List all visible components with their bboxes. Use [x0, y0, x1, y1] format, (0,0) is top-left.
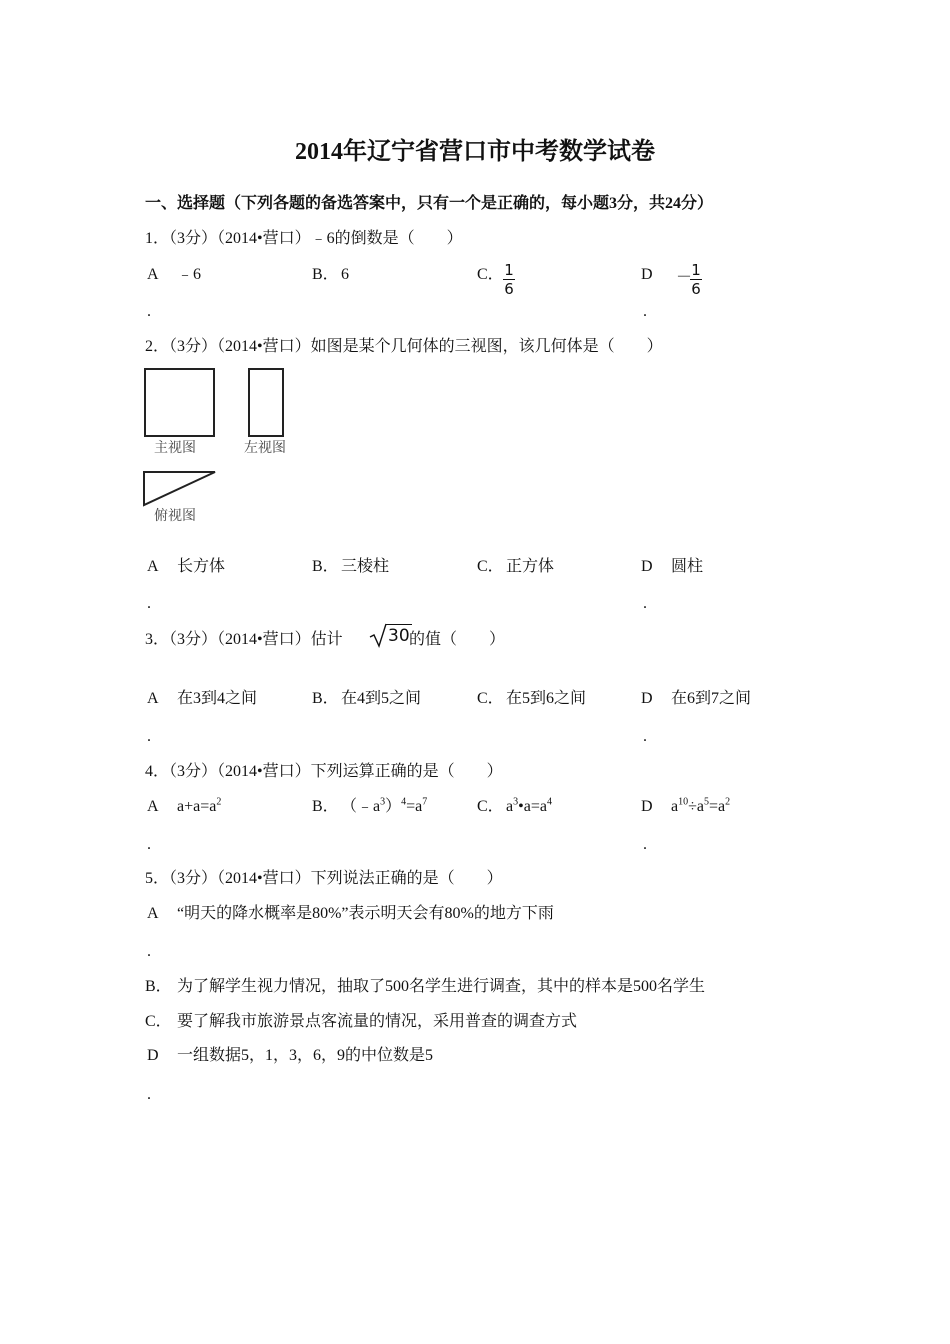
q4-option-c-label: C． — [477, 798, 504, 815]
section-heading: 一、选择题（下列各题的备选答案中，只有一个是正确的，每小题3分，共24分） — [145, 195, 714, 212]
q4-option-c-expression: $a^3•a=a^4$ — [506, 796, 552, 815]
q4-option-d-expression: $a^{10}\div a^5=a^2$ — [671, 796, 731, 815]
q1-option-d-sign: － — [676, 267, 693, 286]
q3-option-d-label: D — [641, 690, 653, 707]
q1-option-c-label: C． — [477, 266, 504, 283]
q4-option-d-dot: . — [643, 836, 647, 853]
q1-option-a-dot: . — [147, 303, 151, 320]
q4-option-b-expression: $(﹣a^3)^4=a^7$ — [341, 796, 428, 815]
top-view-label: 俯视图 — [154, 508, 196, 524]
q5-option-a-text: “明天的降水概率是80%”表示明天会有80%的地方下雨 — [177, 905, 554, 922]
q3-option-b-text: 在4到5之间 — [341, 690, 422, 707]
q2-option-d-label: D — [641, 558, 653, 575]
q2-option-d-text: 圆柱 — [671, 558, 704, 575]
q5-option-a-dot: . — [147, 943, 151, 960]
q1-c-numerator: 1 — [504, 261, 514, 279]
question-5-stem: 5．（3分）（2014•营口）下列说法正确的是（ ） — [145, 870, 503, 887]
q3-option-c-label: C． — [477, 690, 504, 707]
question-3-stem-post: 的值（ ） — [409, 631, 506, 648]
page-title: 2014年辽宁省营口市中考数学试卷 — [295, 139, 655, 165]
top-view-shape — [144, 472, 215, 505]
q2-option-b-text: 三棱柱 — [341, 558, 390, 575]
q2-option-a-text: 长方体 — [177, 558, 226, 575]
left-view-rectangle — [248, 368, 284, 437]
q2-option-a-label: A — [147, 558, 159, 575]
question-1-stem: 1．（3分）（2014•营口）﹣6的倒数是（ ） — [145, 230, 463, 247]
q5-option-b-text: 为了解学生视力情况，抽取了500名学生进行调查，其中的样本是500名学生 — [177, 978, 706, 995]
q4-option-d-label: D — [641, 798, 653, 815]
q4-option-b-label: B． — [312, 798, 339, 815]
q1-c-denominator: 6 — [504, 280, 514, 298]
q5-option-a-label: A — [147, 905, 159, 922]
q3-option-a-dot: . — [147, 728, 151, 745]
q3-option-d-text: 在6到7之间 — [671, 690, 752, 707]
q1-d-numerator: 1 — [691, 261, 701, 279]
q2-option-c-text: 正方体 — [506, 558, 555, 575]
q3-option-a-label: A — [147, 690, 159, 707]
question-2-stem: 2．（3分）（2014•营口）如图是某个几何体的三视图，该几何体是（ ） — [145, 338, 663, 355]
question-3-stem-pre: 3．（3分）（2014•营口）估计 — [145, 631, 343, 648]
q1-option-d-dot: . — [643, 303, 647, 320]
q2-option-b-label: B． — [312, 558, 339, 575]
question-4-stem: 4．（3分）（2014•营口）下列运算正确的是（ ） — [145, 763, 503, 780]
q5-option-d-dot: . — [147, 1086, 151, 1103]
front-view-square — [144, 368, 215, 437]
front-view-label: 主视图 — [154, 440, 196, 456]
q4-option-a-expression: $a+a=a^2$ — [177, 796, 222, 815]
q1-option-a-label: A — [147, 266, 159, 283]
sqrt-sign — [370, 624, 386, 646]
sqrt-radicand: 30 — [388, 626, 410, 646]
q5-option-c-text: 要了解我市旅游景点客流量的情况，采用普查的调查方式 — [177, 1013, 578, 1030]
q2-option-c-label: C． — [477, 558, 504, 575]
sqrt-icon — [368, 622, 388, 648]
q1-option-a-text: ﹣6 — [177, 266, 202, 283]
q3-option-d-dot: . — [643, 728, 647, 745]
q5-option-b-label: B． — [145, 978, 172, 995]
q5-option-c-label: C． — [145, 1013, 172, 1030]
q5-option-d-text: 一组数据5，1，3，6，9的中位数是5 — [177, 1047, 434, 1064]
q1-option-d-label: D — [641, 266, 653, 283]
q3-option-a-text: 在3到4之间 — [177, 690, 258, 707]
top-view-triangle — [142, 470, 218, 508]
q2-option-a-dot: . — [147, 595, 151, 612]
q3-option-b-label: B． — [312, 690, 339, 707]
q3-option-c-text: 在5到6之间 — [506, 690, 587, 707]
q4-option-a-dot: . — [147, 836, 151, 853]
q1-option-c-fraction — [503, 262, 515, 297]
q4-option-a-label: A — [147, 798, 159, 815]
q5-option-d-label: D — [147, 1047, 159, 1064]
q1-option-d-fraction — [690, 262, 702, 297]
left-view-label: 左视图 — [244, 440, 286, 456]
q1-option-b-label: B． — [312, 266, 339, 283]
q1-d-denominator: 6 — [691, 280, 701, 298]
q1-option-b-text: 6 — [341, 266, 349, 283]
q2-option-d-dot: . — [643, 595, 647, 612]
